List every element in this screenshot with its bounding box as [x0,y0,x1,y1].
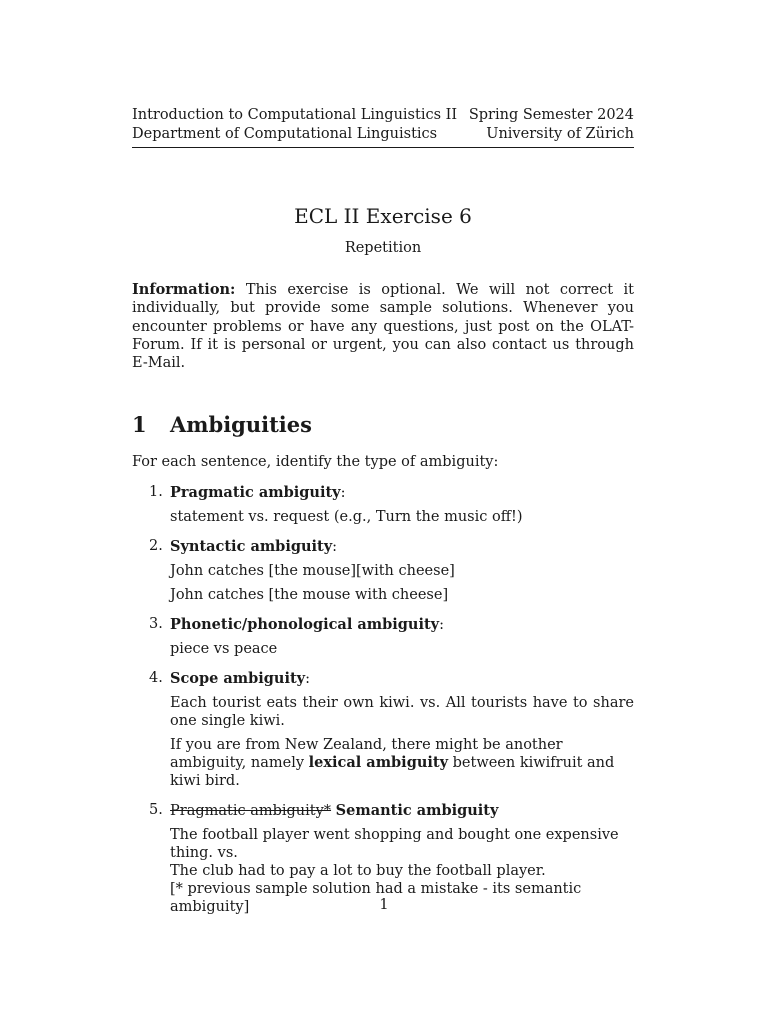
item-note [170,736,634,790]
list-item: 4. Scope ambiguity: Each tourist eats their own kiwi. vs. All tourists have to share one single kiwi. If you are from New Zealand, there might be another ambiguity, namely lexical ambiguity between kiwifruit and kiwi bird. [149,670,634,790]
list-item: 2. Syntactic ambiguity: John catches [the mouse][with cheese] John catches [the mouse with cheese] [132,538,634,604]
item-label: Semantic ambiguity [335,802,499,820]
item-number: 3. [149,616,163,633]
list-item: 1. Pragmatic ambiguity: statement vs. request (e.g., Turn the music off!) [132,484,634,526]
information-paragraph [132,281,634,372]
item-number: 5. [149,802,163,819]
item-number: 1. [149,484,163,501]
item-label: Phonetic/phonological ambiguity [170,616,440,634]
item-label: Syntactic ambiguity [170,538,333,556]
list-item: 3. Phonetic/phonological ambiguity: piece vs peace [132,616,634,658]
note-text: between kiwifruit and kiwi bird. [170,755,615,790]
item-example: Each tourist eats their own kiwi. vs. All tourists have to share one single kiwi. [170,695,634,730]
example-line: The football player went shopping and bought one expensive thing. vs. [170,827,619,862]
document-title: ECL II Exercise 6 [294,204,472,228]
header-rule [132,147,634,148]
item-number: 2. [149,538,163,555]
section-intro: For each sentence, identify the type of ambiguity: [132,454,499,471]
document-page [132,106,634,928]
section-title: Ambiguities [170,412,312,438]
running-header [132,106,634,148]
note-emphasis: lexical ambiguity [308,754,449,772]
ambiguity-list [132,484,634,916]
item-example: John catches [the mouse with cheese] [170,587,449,604]
department: Department of Computational Linguistics [132,126,438,142]
item-number: 4. [149,670,163,687]
note-text: If you are from New Zealand, there might be another ambiguity, namely [170,737,563,772]
example-line: The club had to pay a lot to buy the football player. [170,863,546,880]
correction-note: [* previous sample solution had a mistake - its semantic ambiguity] [170,881,582,916]
university: University of Zürich [486,126,634,142]
section-heading [132,412,634,437]
information-label: Information: [132,281,236,298]
item-example: John catches [the mouse][with cheese] [170,563,455,580]
semester: Spring Semester 2024 [468,107,634,123]
item-label: Scope ambiguity [170,670,306,688]
item-label: Pragmatic ambiguity [170,484,341,502]
document-subtitle: Repetition [344,240,422,256]
item-example: statement vs. request (e.g., Turn the music off!) [170,509,523,526]
section-number: 1 [132,412,147,438]
course-title: Introduction to Computational Linguistics II [132,107,458,123]
page-number: 1 [379,897,389,913]
information-text: This exercise is optional. We will not correct it individually, but provide some sample solutions. Whenever you encounter problems or have any questions, just post on the OLAT-Forum. If it is personal or urgent, you can also contact us through E-Mail. [132,282,634,372]
item-example: piece vs peace [170,641,278,658]
struck-label: Pragmatic ambiguity* [170,803,332,820]
